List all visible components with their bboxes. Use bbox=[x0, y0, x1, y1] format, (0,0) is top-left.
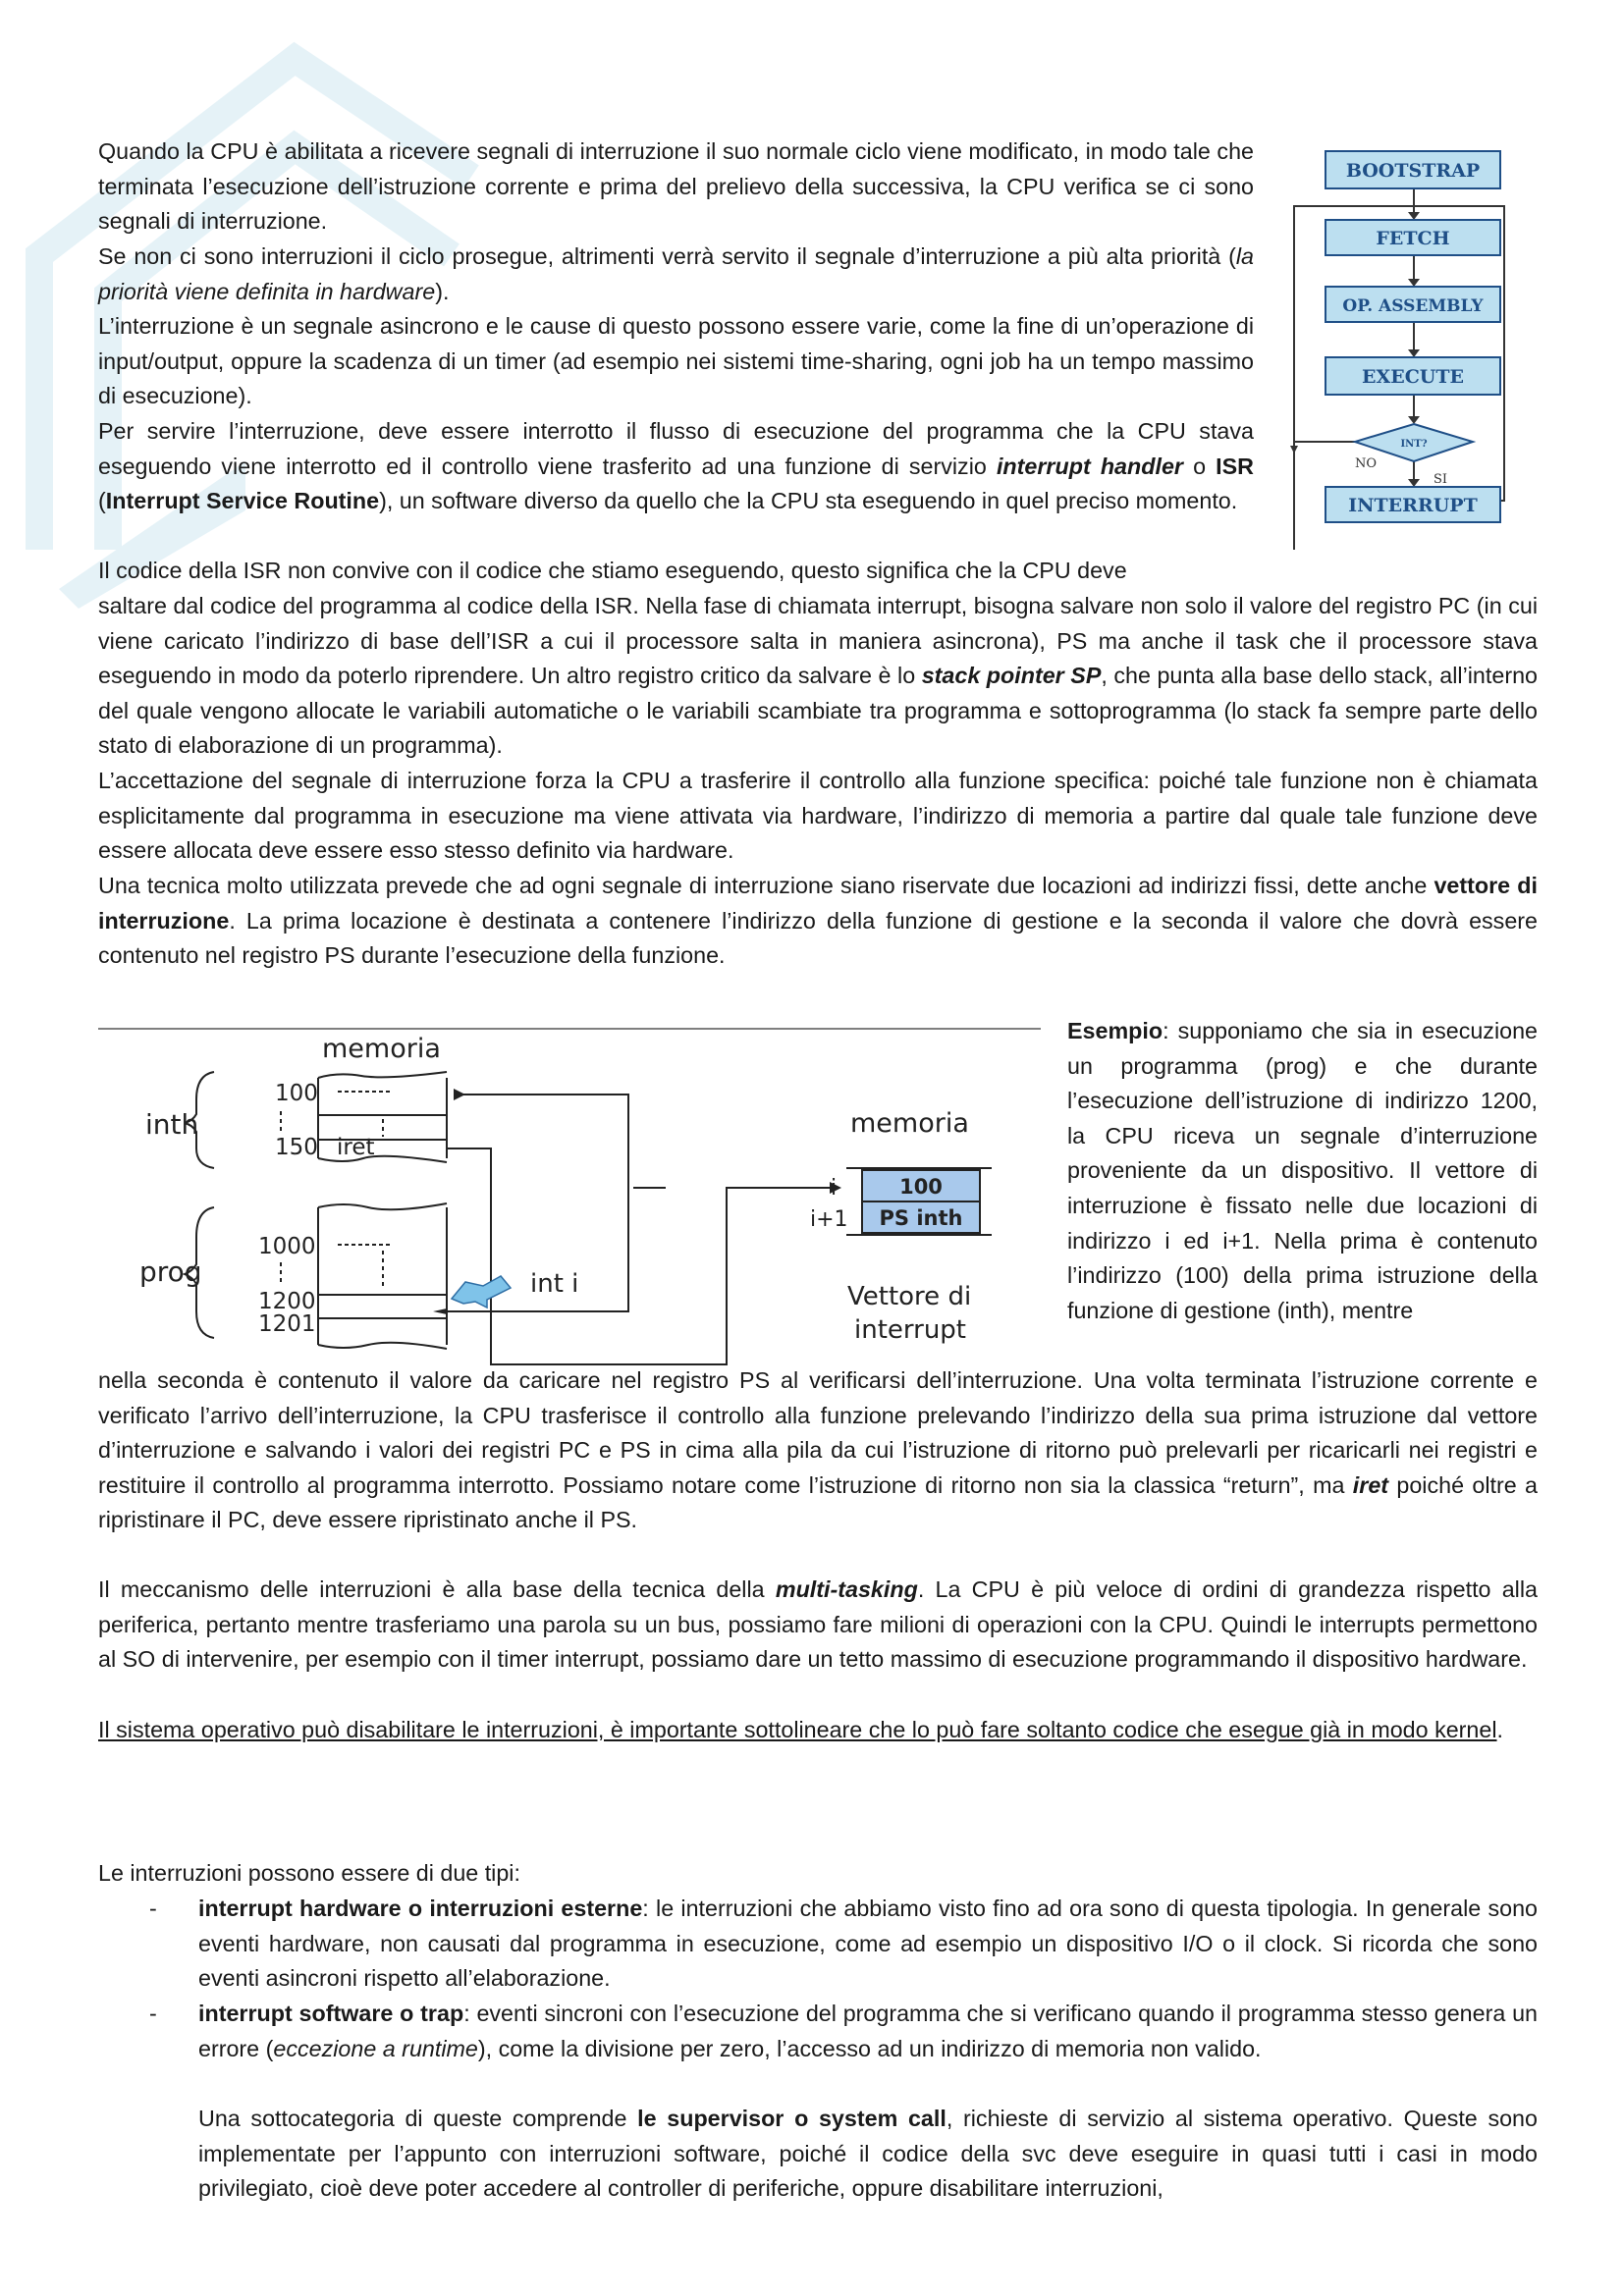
memory-title-right: memoria bbox=[850, 1108, 969, 1139]
intro-paragraph-5-line1: Il codice della ISR non convive con il codice che stiamo eseguendo, questo significa che la CPU deve bbox=[98, 558, 1127, 583]
svg-text:EXECUTE: EXECUTE bbox=[1361, 366, 1465, 388]
types-intro: Le interruzioni possono essere di due tipi: bbox=[98, 1860, 520, 1886]
intro-paragraph-6: L’accettazione del segnale di interruzione forza la CPU a trasferire il controllo alla funzione specifica: poiché tale funzione non è chiamata esplicitamente dal programma in esecuzione ma viene attivata via hardware, l’indirizzo di memoria a partire dal quale tale funzione deve essere allocata deve essere esso stesso definito via hardware. bbox=[98, 768, 1538, 864]
list-item-software-interrupt: interrupt software o trap: eventi sincroni con l’esecuzione del programma che si verificano quando il programma stesso genera un errore (eccezione a runtime), come la divisione per zero, l’accesso ad un indirizzo di memoria non valido. bbox=[198, 2001, 1539, 2061]
iret-instruction: iret bbox=[337, 1135, 375, 1160]
multitasking-paragraph: Il meccanismo delle interruzioni è alla base della tecnica della multi-tasking. La CPU è più veloce di ordini di grandezza rispetto alla periferica, pertanto mentre trasferiamo una parola su un bus, possiamo fare milioni di operazioni con la CPU. Quindi le interrupts permettono al SO di intervenire, per esempio con il timer interrupt, possiamo dare un tetto massimo di esecuzione programmando il dispositivo hardware. bbox=[98, 1576, 1538, 1673]
flowchart-box-interrupt bbox=[1325, 487, 1500, 522]
svg-text:FETCH: FETCH bbox=[1376, 228, 1450, 249]
example-paragraph-full: nella seconda è contenuto il valore da caricare nel registro PS al verificarsi dell’interruzione. Una volta terminata l’istruzione corrente e verificato l’arrivo dell’interruzione, la CPU trasferisce il controllo alla funzione prelevando l’indirizzo della sua prima istruzione dal vettore d’interruzione e salvando i valori dei registri PC e PS in cima alla pila da cui l’istruzione di ritorno può prelevarli per ricaricarli nei registri e restituire il controllo al programma interrotto. Possiamo notare come l’istruzione di ritorno non sia la classica “return”, ma iret poiché oltre a ripristinare il PC, deve essere ripristinato anche il PS. bbox=[98, 1367, 1538, 1533]
kernel-note: Il sistema operativo può disabilitare le interruzioni, è importante sottolineare che lo può fare soltanto codice che esegue già in modo kernel. bbox=[98, 1717, 1504, 1742]
cpu-cycle-flowchart bbox=[1276, 137, 1522, 560]
memory-title-left: memoria bbox=[322, 1034, 441, 1064]
address-100: 100 bbox=[275, 1081, 318, 1106]
svg-text:INTERRUPT: INTERRUPT bbox=[1348, 495, 1478, 516]
vector-cell-100: 100 bbox=[899, 1175, 943, 1199]
vector-caption-line2: interrupt bbox=[854, 1315, 966, 1345]
example-paragraph-right: Esempio: supponiamo che sia in esecuzione un programma (prog) e che durante l’esecuzione dell’istruzione di indirizzo 1200, la CPU riceva un segnale d’interruzione proveniente da un dispositivo. Il vettore di interruzione è fissato nelle due locazioni di indirizzo i ed i+1. Nella prima è contenuto l’indirizzo (100) della prima istruzione della funzione di gestione (inth), mentre bbox=[1067, 1018, 1538, 1323]
address-150: 150 bbox=[275, 1135, 318, 1160]
svg-text:OP. ASSEMBLY: OP. ASSEMBLY bbox=[1342, 296, 1484, 316]
intro-paragraph-4: Per servire l’interruzione, deve essere interrotto il flusso di esecuzione del programma che la CPU stava eseguendo viene interrotto ed il controllo viene trasferito ad una funzione di servizio interrupt handler o ISR (Interrupt Service Routine), un software diverso da quello che la CPU sta eseguendo in quel preciso momento. bbox=[98, 418, 1255, 514]
address-1200: 1200 bbox=[258, 1289, 316, 1314]
int-i-label: int i bbox=[530, 1269, 579, 1299]
intro-paragraph-1: Quando la CPU è abilitata a ricevere segnali di interruzione il suo normale ciclo viene modificato, in modo tale che terminata l’esecuzione dell’istruzione corrente e prima del prelievo della successiva, la CPU verifica se ci sono segnali di interruzione. bbox=[98, 138, 1254, 235]
flowchart-box-execute bbox=[1325, 357, 1500, 395]
lightning-icon bbox=[452, 1276, 511, 1308]
svg-text:BOOTSTRAP: BOOTSTRAP bbox=[1345, 160, 1481, 182]
flowchart-box-fetch bbox=[1325, 220, 1500, 255]
list-dash-1: - bbox=[149, 1896, 157, 1921]
vector-caption-line1: Vettore di bbox=[847, 1282, 972, 1311]
intro-paragraph-5: saltare dal codice del programma al codice della ISR. Nella fase di chiamata interrupt, bisogna salvare non solo il valore del registro PC (in cui viene caricato l’indirizzo di base dell’ISR a cui il processore salta in maniera asincrona), PS ma anche il task che il processore stava eseguendo in modo da poterlo riprendere. Un altro registro critico da salvare è lo stack pointer SP, che punta alla base dello stack, all’interno del quale vengono allocate le variabili automatiche o le variabili scambiate tra programma e sottoprogramma (lo stack fa sempre parte dello stato di elaborazione di un programma). bbox=[98, 593, 1538, 759]
list-item-supervisor-call: Una sottocategoria di queste comprende le supervisor o system call, richieste di servizio al sistema operativo. Queste sono implementate per l’appunto con interruzioni software, poiché il codice della svc deve eseguire in quasi tutti i casi in modo privilegiato, cioè deve poter accedere al controller di periferiche, oppure disabilitare interruzioni, bbox=[198, 2106, 1538, 2202]
intro-paragraph-2: Se non ci sono interruzioni il ciclo prosegue, altrimenti verrà servito il segnale d’interruzione a più alta priorità (la priorità viene definita in hardware). bbox=[98, 243, 1254, 304]
inth-label: inth bbox=[145, 1108, 199, 1141]
flowchart-no-label: NO bbox=[1355, 456, 1378, 471]
svg-text:INT?: INT? bbox=[1400, 439, 1428, 450]
interrupt-memory-diagram bbox=[98, 1021, 1041, 1374]
address-1000: 1000 bbox=[258, 1234, 316, 1259]
intro-paragraph-7: Una tecnica molto utilizzata prevede che ad ogni segnale di interruzione siano riservate due locazioni ad indirizzi fissi, dette anche vettore di interruzione. La prima locazione è destinata a contenere l’indirizzo della funzione di gestione e la seconda il valore che dovrà essere contenuto nel registro PS durante l’esecuzione della funzione. bbox=[98, 873, 1538, 969]
list-dash-2: - bbox=[149, 2001, 157, 2026]
intro-paragraph-3: L’interruzione è un segnale asincrono e le cause di questo possono essere varie, come la fine di un’operazione di input/output, oppure la scadenza di un timer (ad esempio nei sistemi time-sharing, ogni job ha un tempo massimo di esecuzione). bbox=[98, 313, 1254, 409]
flowchart-yes-label: SI bbox=[1434, 472, 1448, 487]
prog-label: prog bbox=[139, 1255, 202, 1288]
flowchart-box-op-assembly bbox=[1325, 287, 1500, 322]
flowchart-box-bootstrap bbox=[1325, 151, 1500, 188]
list-item-hardware-interrupt: interrupt hardware o interruzioni esterne: le interruzioni che abbiamo visto fino ad ora sono di questa tipologia. In generale sono eventi hardware, non causati dal programma in esecuzione, come ad esempio un dispositivo I/O o il clock. Si ricorda che sono eventi asincroni rispetto all’elaborazione. bbox=[198, 1896, 1538, 1992]
vector-row-i1: i+1 bbox=[810, 1207, 848, 1232]
vector-cell-ps-inth: PS inth bbox=[879, 1206, 963, 1230]
address-1201: 1201 bbox=[258, 1311, 316, 1337]
